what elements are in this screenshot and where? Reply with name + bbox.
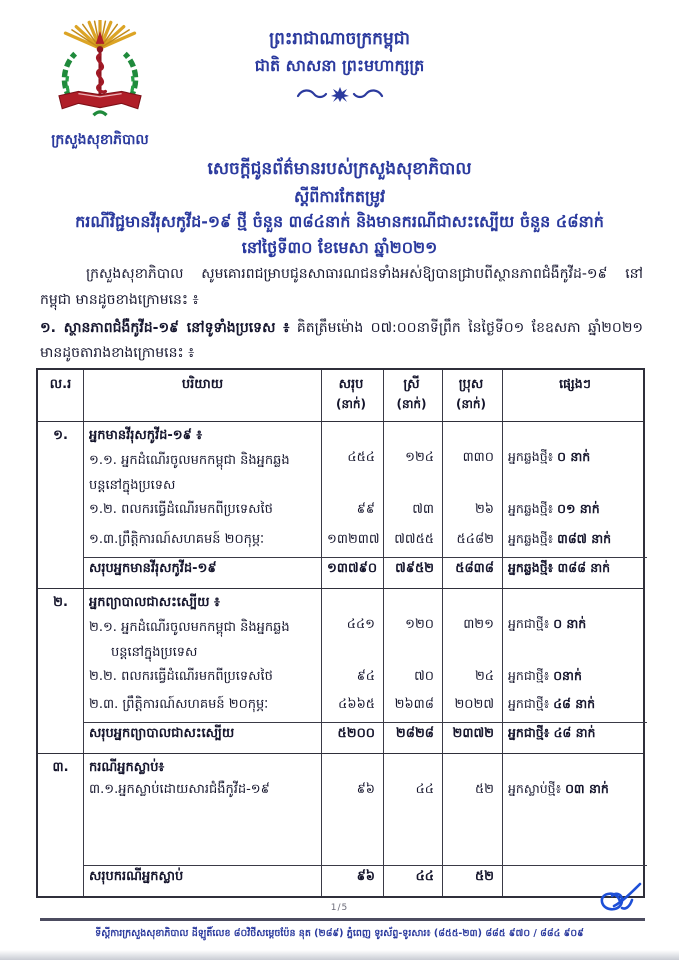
- cell-female: ៧០: [384, 666, 443, 694]
- intro-paragraph: ក្រសួងសុខាភិបាល សូមគោរពជម្រាបជូនសាធារណជនទាំងអស់ឱ្យបានជ្រាបពីស្ថានភាពជំងឺកូវីដ-១៩ នៅកម្ពុជា មានដូចខាងក្រោមនេះ ៖: [40, 266, 643, 308]
- row-description: ២.១. អ្នកដំណើរចូលមកកម្ពុជា និងអ្នកឆ្លង បន្តនៅក្នុងប្រទេស: [84, 614, 322, 666]
- ministry-label: ក្រសួងសុខាភិបាល: [51, 132, 149, 148]
- cell-total: ៩៩: [322, 499, 384, 529]
- footer-address: ទីស្តីការក្រសួងសុខាភិបាល ដីឡូតិ៍លេខ ៨០វិថីសម្ដេចប៉ែន នុត (២៨៩) ភ្នំពេញ ទូរស័ព្ទ-ទូរសារ៖ (៨៥៥-២៣) ៨៨៥ ៩៧០ / ៨៨៤ ៩០៩: [95, 928, 584, 939]
- title-line2: ស្តីពីការកែតម្រូវ: [293, 186, 386, 206]
- section-title: អ្នកព្យាបាលជាសះស្បើយ ៖: [84, 589, 322, 614]
- table-row: [38, 499, 643, 529]
- cell-total: ៤៤១: [322, 614, 384, 666]
- cell-total: ១៣៧៩០: [322, 557, 384, 588]
- cell-note: អ្នកជាថ្មី៖ ៤៨ នាក់: [503, 722, 647, 753]
- header-no: ល.រ: [38, 370, 84, 421]
- section1-paragraph: [40, 316, 643, 368]
- cell-male: ៣៣០: [443, 447, 503, 499]
- cell-total: ៩៤: [322, 666, 384, 694]
- cell-male: ៥២: [443, 865, 503, 896]
- title-line1: សេចក្តីជូនព័ត៌មានរបស់ក្រសួងសុខាភិបាល: [207, 159, 472, 179]
- kingdom-line1: ព្រះរាជាណាចក្រកម្ពុជា: [269, 29, 410, 49]
- row-no: ២.: [38, 589, 84, 614]
- body-text: [40, 262, 643, 367]
- page-number: 1/5: [330, 903, 349, 913]
- table-section-recovered: [38, 589, 643, 754]
- cell-male: ២៤: [443, 666, 503, 694]
- header-ornament-icon: [0, 86, 679, 106]
- title-line3: ករណីវិជ្ជមានវីរុសកូវីដ-១៩ ថ្មី ចំនួន ៣៨៤នាក់ និងមានករណីជាសះស្បើយ ចំនួន ៤៨នាក់: [75, 212, 604, 232]
- cell-male: ៥៨៣៨: [443, 557, 503, 588]
- table-section-deaths: [38, 754, 643, 896]
- section1-heading: ១. ស្ថានភាពជំងឺកូវីដ-១៩ នៅទូទាំងប្រទេស ៖: [40, 319, 290, 336]
- row-description: ២.៣. ព្រឹត្តិការណ៍សហគមន៍ ២០កុម្ភៈ: [84, 694, 322, 722]
- table-subtotal-row: [38, 722, 643, 753]
- cell-note: អ្នកឆ្លងថ្មី៖ ៣៨៨ នាក់: [503, 557, 647, 588]
- cell-male: ៣២១: [443, 614, 503, 666]
- page-bottom-edge: [0, 950, 679, 960]
- table-row: [38, 529, 643, 557]
- row-description: ៣.១.អ្នកស្លាប់ដោយសារជំងឺកូវីដ-១៩: [84, 779, 322, 810]
- table-row: [38, 754, 643, 779]
- cell-note: អ្នកជាថ្មី៖ ៤៨ នាក់: [508, 696, 596, 711]
- cell-female: ៤៤: [384, 779, 443, 810]
- table-spacer-row: [38, 810, 643, 865]
- cell-note: អ្នកឆ្លងថ្មី៖ ០១ នាក់: [508, 501, 600, 516]
- row-description: ១.៣.ព្រឹត្តិការណ៍សហគមន៍ ២០កុម្ភៈ: [84, 529, 322, 557]
- subtotal-label: សរុបអ្នកព្យាបាលជាសះស្បើយ: [84, 722, 322, 753]
- header-other: ផ្សេងៗ: [559, 376, 591, 391]
- section1-paragraph-rest: គិតត្រឹមម៉ោង ០៧:០០នាទីព្រឹក នៃថ្ងៃទី០១ ខែឧសភា ឆ្នាំ២០២១ មានដូចតារាងខាងក្រោមនេះ ៖: [40, 319, 644, 362]
- cell-note: អ្នកជាថ្មី៖ ០ នាក់: [508, 616, 587, 631]
- cell-note: អ្នកស្លាប់ថ្មី៖ ០៣ នាក់: [508, 781, 609, 796]
- table-row: [38, 779, 643, 810]
- row-description: ២.២. ពលករធ្វើដំណើរមកពីប្រទេសថៃ: [84, 666, 322, 694]
- table-header-row: [38, 370, 643, 422]
- cell-note: អ្នកឆ្លងថ្មី៖ ៣៨៧ នាក់: [508, 531, 612, 546]
- header-female: ស្រី (នាក់): [384, 370, 443, 421]
- row-description: ១.២. ពលករធ្វើដំណើរមកពីប្រទេសថៃ: [84, 499, 322, 529]
- cell-male: ២៣៧២: [443, 722, 503, 753]
- footer-rule: [40, 918, 645, 921]
- section-title: ករណីអ្នកស្លាប់៖: [84, 754, 322, 779]
- kingdom-header: [0, 26, 679, 79]
- section-title: អ្នកមានវីរុសកូវីដ-១៩ ៖: [84, 422, 322, 447]
- cell-male: ៥២: [443, 779, 503, 810]
- document-title: [20, 156, 659, 261]
- cell-male: ២៦: [443, 499, 503, 529]
- table-subtotal-row: [38, 557, 643, 588]
- table-section-cases: [38, 422, 643, 589]
- subtotal-label: សរុបករណីអ្នកស្លាប់: [84, 865, 322, 896]
- table-subtotal-row: [38, 865, 643, 896]
- table-row: [38, 694, 643, 722]
- cell-total: ៩៦: [322, 779, 384, 810]
- cell-total: ៩៦: [322, 865, 384, 896]
- cell-female: ១២៤: [384, 447, 443, 499]
- cell-male: ៥៤៨២: [443, 529, 503, 557]
- header-total: សរុប (នាក់): [322, 370, 384, 421]
- header-male: ប្រុស (នាក់): [443, 370, 503, 421]
- cell-total: ៥២០០: [322, 722, 384, 753]
- cell-total: ៤៥៤: [322, 447, 384, 499]
- cell-note: អ្នកឆ្លងថ្មី៖ ០ នាក់: [508, 449, 591, 464]
- subtotal-label: សរុបអ្នកមានវីរុសកូវីដ-១៩: [84, 557, 322, 588]
- table-row: [38, 422, 643, 447]
- row-no: ១.: [38, 422, 84, 447]
- cell-note: អ្នកជាថ្មី៖ ០នាក់: [508, 668, 582, 683]
- row-no: ៣.: [38, 754, 84, 779]
- cell-male: ២០២៧: [443, 694, 503, 722]
- kingdom-line2: ជាតិ សាសនា ព្រះមហាក្សត្រ: [254, 56, 425, 76]
- table-row: [38, 447, 643, 499]
- cell-total: ៤៦៦៥: [322, 694, 384, 722]
- covid-statistics-table: [36, 368, 645, 898]
- cell-female: ៤៤: [384, 865, 443, 896]
- cell-female: ៧៣: [384, 499, 443, 529]
- cell-female: ៧៩៥២: [384, 557, 443, 588]
- cell-total: ១៣២៣៧: [322, 529, 384, 557]
- cell-female: ២៦៣៨: [384, 694, 443, 722]
- title-line4: នៅថ្ងៃទី៣០ ខែមេសា ឆ្នាំ២០២១: [241, 238, 438, 258]
- cell-female: ២៨២៨: [384, 722, 443, 753]
- cell-female: ១២០: [384, 614, 443, 666]
- table-row: [38, 666, 643, 694]
- table-row: [38, 589, 643, 614]
- row-description: ១.១. អ្នកដំណើរចូលមកកម្ពុជា និងអ្នកឆ្លង បន្តនៅក្នុងប្រទេស: [84, 447, 322, 499]
- table-row: [38, 614, 643, 666]
- header-description: បរិយាយ: [84, 370, 322, 421]
- cell-female: ៧៧៥៥: [384, 529, 443, 557]
